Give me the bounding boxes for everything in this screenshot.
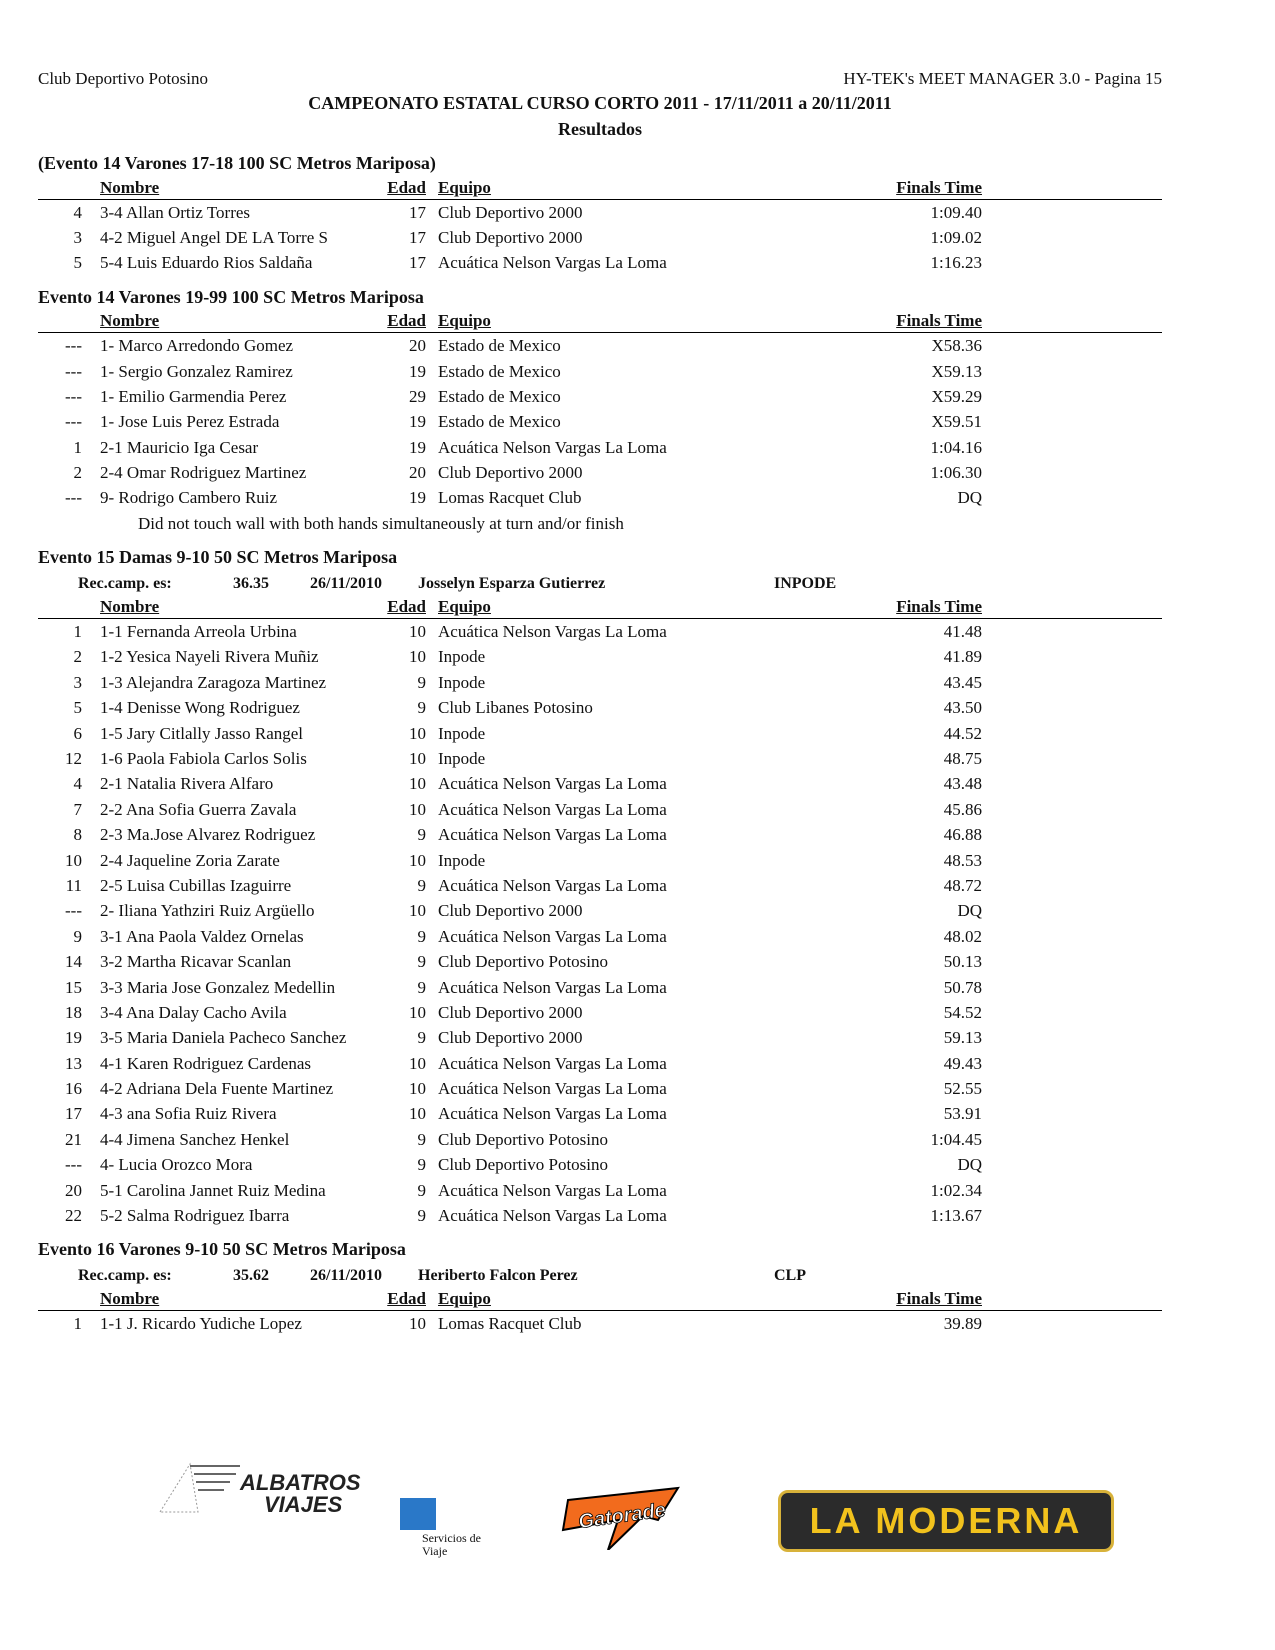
result-time: 1:04.16 bbox=[930, 437, 982, 457]
result-place: 1 bbox=[73, 1314, 82, 1334]
result-place: 16 bbox=[65, 1079, 82, 1099]
results-subtitle: Resultados bbox=[557, 118, 642, 139]
result-team: Club Deportivo Potosino bbox=[438, 1129, 609, 1149]
result-row bbox=[38, 644, 1162, 669]
result-name: 3-4 Ana Dalay Cacho Avila bbox=[100, 1002, 287, 1022]
result-age: 19 bbox=[409, 361, 426, 381]
record-date: 26/11/2010 bbox=[310, 574, 383, 592]
result-team: Estado de Mexico bbox=[438, 336, 561, 356]
gatorade-bolt-icon bbox=[548, 1480, 698, 1550]
column-name: Nombre bbox=[100, 1289, 160, 1309]
result-time: 41.48 bbox=[943, 622, 982, 642]
result-team: Acuática Nelson Vargas La Loma bbox=[438, 1079, 667, 1099]
software-page-info: HY-TEK's MEET MANAGER 3.0 - Pagina 15 bbox=[843, 69, 1162, 88]
result-name: 5-4 Luis Eduardo Rios Saldaña bbox=[100, 253, 313, 273]
result-team: Acuática Nelson Vargas La Loma bbox=[438, 875, 667, 895]
result-name: 1-2 Yesica Nayeli Rivera Muñiz bbox=[100, 647, 319, 667]
column-name: Nombre bbox=[100, 311, 160, 331]
result-time: 1:13.67 bbox=[930, 1206, 982, 1226]
result-row bbox=[38, 619, 1162, 644]
result-time: 46.88 bbox=[943, 825, 982, 845]
result-time: 1:06.30 bbox=[930, 463, 982, 483]
result-place: --- bbox=[65, 361, 82, 381]
result-row bbox=[38, 250, 1162, 275]
result-name: 3-5 Maria Daniela Pacheco Sanchez bbox=[100, 1028, 347, 1048]
column-header bbox=[38, 177, 1162, 200]
result-age: 29 bbox=[409, 386, 426, 406]
record-line bbox=[38, 1263, 1162, 1288]
result-row bbox=[38, 409, 1162, 434]
sponsor-logos bbox=[0, 1460, 1275, 1580]
event-title: Evento 14 Varones 19-99 100 SC Metros Mariposa bbox=[38, 286, 424, 307]
result-age: 19 bbox=[409, 437, 426, 457]
result-row bbox=[38, 924, 1162, 949]
result-row bbox=[38, 975, 1162, 1000]
result-age: 9 bbox=[417, 1206, 426, 1226]
result-name: 1-5 Jary Citlally Jasso Rangel bbox=[100, 723, 304, 743]
result-name: 4-4 Jimena Sanchez Henkel bbox=[100, 1129, 290, 1149]
result-team: Acuática Nelson Vargas La Loma bbox=[438, 774, 667, 794]
result-row bbox=[38, 1076, 1162, 1101]
result-age: 10 bbox=[409, 774, 426, 794]
result-row bbox=[38, 670, 1162, 695]
dq-note: Did not touch wall with both hands simultaneously at turn and/or finish bbox=[138, 513, 624, 533]
column-age: Edad bbox=[387, 1289, 426, 1309]
column-team: Equipo bbox=[438, 311, 491, 331]
result-time: 59.13 bbox=[943, 1028, 982, 1048]
result-age: 10 bbox=[409, 799, 426, 819]
column-age: Edad bbox=[387, 311, 426, 331]
result-row bbox=[38, 1127, 1162, 1152]
result-time: 1:09.40 bbox=[930, 202, 982, 222]
result-team: Acuática Nelson Vargas La Loma bbox=[438, 622, 667, 642]
result-place: 20 bbox=[65, 1180, 82, 1200]
record-time: 35.62 bbox=[233, 1266, 269, 1284]
amex-services-text: Servicios de Viaje bbox=[422, 1531, 481, 1558]
result-row bbox=[38, 898, 1162, 923]
result-time: 1:09.02 bbox=[930, 227, 982, 247]
result-name: 3-1 Ana Paola Valdez Ornelas bbox=[100, 926, 304, 946]
result-place: --- bbox=[65, 488, 82, 508]
result-row bbox=[38, 949, 1162, 974]
result-place: 4 bbox=[73, 202, 82, 222]
result-row bbox=[38, 333, 1162, 358]
result-name: 3-3 Maria Jose Gonzalez Medellin bbox=[100, 977, 336, 997]
la-moderna-logo: LA MODERNA bbox=[778, 1490, 1114, 1552]
result-name: 1-3 Alejandra Zaragoza Martinez bbox=[100, 672, 327, 692]
result-age: 10 bbox=[409, 723, 426, 743]
result-time: 50.78 bbox=[943, 977, 982, 997]
result-age: 9 bbox=[417, 952, 426, 972]
gatorade-logo bbox=[548, 1480, 698, 1540]
record-team: CLP bbox=[774, 1266, 806, 1284]
result-time: X59.13 bbox=[931, 361, 982, 381]
event-section bbox=[38, 285, 1162, 537]
result-place: 5 bbox=[73, 698, 82, 718]
result-name: 2- Iliana Yathziri Ruiz Argüello bbox=[100, 901, 315, 921]
result-age: 19 bbox=[409, 412, 426, 432]
events-list bbox=[38, 151, 1162, 1336]
record-name: Josselyn Esparza Gutierrez bbox=[418, 574, 606, 592]
column-name: Nombre bbox=[100, 597, 160, 617]
result-time: 50.13 bbox=[943, 952, 982, 972]
result-place: 12 bbox=[65, 748, 82, 768]
result-name: 2-3 Ma.Jose Alvarez Rodriguez bbox=[100, 825, 316, 845]
result-time: 44.52 bbox=[943, 723, 982, 743]
result-team: Acuática Nelson Vargas La Loma bbox=[438, 825, 667, 845]
result-place: 6 bbox=[73, 723, 82, 743]
result-place: 1 bbox=[73, 437, 82, 457]
result-row bbox=[38, 460, 1162, 485]
club-name: Club Deportivo Potosino bbox=[38, 69, 209, 88]
result-row bbox=[38, 1025, 1162, 1050]
result-row bbox=[38, 384, 1162, 409]
event-section bbox=[38, 1237, 1162, 1336]
result-team: Club Deportivo 2000 bbox=[438, 1002, 583, 1022]
result-name: 2-2 Ana Sofia Guerra Zavala bbox=[100, 799, 297, 819]
result-age: 19 bbox=[409, 488, 426, 508]
result-place: --- bbox=[65, 412, 82, 432]
result-name: 5-2 Salma Rodriguez Ibarra bbox=[100, 1206, 290, 1226]
record-time: 36.35 bbox=[233, 574, 269, 592]
result-name: 1-6 Paola Fabiola Carlos Solis bbox=[100, 748, 307, 768]
result-team: Club Libanes Potosino bbox=[438, 698, 593, 718]
column-time: Finals Time bbox=[896, 311, 982, 331]
result-place: 4 bbox=[73, 774, 82, 794]
result-time: DQ bbox=[957, 901, 982, 921]
result-age: 17 bbox=[409, 227, 426, 247]
column-header bbox=[38, 596, 1162, 619]
column-header bbox=[38, 1288, 1162, 1311]
event-section bbox=[38, 151, 1162, 276]
result-place: 2 bbox=[73, 463, 82, 483]
result-age: 10 bbox=[409, 647, 426, 667]
result-time: 1:16.23 bbox=[930, 253, 982, 273]
result-team: Club Deportivo 2000 bbox=[438, 202, 583, 222]
result-age: 10 bbox=[409, 850, 426, 870]
result-age: 9 bbox=[417, 1180, 426, 1200]
result-team: Inpode bbox=[438, 748, 486, 768]
result-time: DQ bbox=[957, 488, 982, 508]
result-row bbox=[38, 1178, 1162, 1203]
result-name: 1- Sergio Gonzalez Ramirez bbox=[100, 361, 293, 381]
column-team: Equipo bbox=[438, 1289, 491, 1309]
result-time: 49.43 bbox=[943, 1053, 982, 1073]
result-row bbox=[38, 1000, 1162, 1025]
result-team: Acuática Nelson Vargas La Loma bbox=[438, 253, 667, 273]
result-row bbox=[38, 485, 1162, 510]
result-place: --- bbox=[65, 1155, 82, 1175]
result-name: 4- Lucia Orozco Mora bbox=[100, 1155, 253, 1175]
result-row bbox=[38, 746, 1162, 771]
result-time: 48.75 bbox=[943, 748, 982, 768]
column-team: Equipo bbox=[438, 177, 491, 197]
amex-logo bbox=[400, 1498, 436, 1530]
result-place: 21 bbox=[65, 1129, 82, 1149]
result-team: Estado de Mexico bbox=[438, 386, 561, 406]
event-title: Evento 16 Varones 9-10 50 SC Metros Mariposa bbox=[38, 1239, 406, 1260]
column-age: Edad bbox=[387, 597, 426, 617]
result-age: 20 bbox=[409, 463, 426, 483]
result-time: X59.51 bbox=[931, 412, 982, 432]
result-name: 9- Rodrigo Cambero Ruiz bbox=[100, 488, 278, 508]
result-team: Inpode bbox=[438, 647, 486, 667]
record-team: INPODE bbox=[774, 574, 837, 592]
result-time: 43.48 bbox=[943, 774, 982, 794]
result-name: 1- Jose Luis Perez Estrada bbox=[100, 412, 280, 432]
column-time: Finals Time bbox=[896, 597, 982, 617]
result-age: 10 bbox=[409, 1079, 426, 1099]
result-row bbox=[38, 1101, 1162, 1126]
result-place: 1 bbox=[73, 622, 82, 642]
result-row bbox=[38, 797, 1162, 822]
albatros-triangle-icon bbox=[150, 1460, 240, 1515]
result-name: 2-5 Luisa Cubillas Izaguirre bbox=[100, 875, 292, 895]
result-row bbox=[38, 200, 1162, 225]
albatros-viajes-logo: ALBATROS VIAJES bbox=[150, 1460, 400, 1520]
event-section bbox=[38, 545, 1162, 1228]
record-line bbox=[38, 571, 1162, 596]
result-team: Acuática Nelson Vargas La Loma bbox=[438, 799, 667, 819]
result-age: 9 bbox=[417, 698, 426, 718]
result-time: 45.86 bbox=[943, 799, 982, 819]
result-row bbox=[38, 848, 1162, 873]
record-label: Rec.camp. es: bbox=[78, 1266, 172, 1284]
result-time: 39.89 bbox=[943, 1314, 982, 1334]
result-time: 48.72 bbox=[943, 875, 982, 895]
result-age: 20 bbox=[409, 336, 426, 356]
result-time: 1:02.34 bbox=[930, 1180, 982, 1200]
result-place: 3 bbox=[73, 672, 82, 692]
result-name: 3-4 Allan Ortiz Torres bbox=[100, 202, 251, 222]
record-name: Heriberto Falcon Perez bbox=[418, 1266, 578, 1284]
result-team: Estado de Mexico bbox=[438, 412, 561, 432]
result-row bbox=[38, 435, 1162, 460]
result-age: 17 bbox=[409, 253, 426, 273]
meet-title: CAMPEONATO ESTATAL CURSO CORTO 2011 - 17/11/2011 a 20/11/2011 bbox=[308, 93, 892, 114]
result-name: 2-4 Omar Rodriguez Martinez bbox=[100, 463, 307, 483]
result-name: 1- Marco Arredondo Gomez bbox=[100, 336, 294, 356]
result-place: 17 bbox=[65, 1104, 82, 1124]
result-age: 10 bbox=[409, 1002, 426, 1022]
result-time: X59.29 bbox=[931, 386, 982, 406]
svg-text:Gatorade: Gatorade bbox=[577, 1499, 668, 1534]
result-team: Club Deportivo Potosino bbox=[438, 952, 609, 972]
result-place: 10 bbox=[65, 850, 82, 870]
result-age: 9 bbox=[417, 672, 426, 692]
record-date: 26/11/2010 bbox=[310, 1266, 383, 1284]
result-team: Acuática Nelson Vargas La Loma bbox=[438, 1053, 667, 1073]
result-team: Club Deportivo Potosino bbox=[438, 1155, 609, 1175]
result-team: Estado de Mexico bbox=[438, 361, 561, 381]
column-age: Edad bbox=[387, 177, 426, 197]
result-age: 10 bbox=[409, 1104, 426, 1124]
result-place: 8 bbox=[73, 825, 82, 845]
result-place: --- bbox=[65, 901, 82, 921]
result-name: 1-1 J. Ricardo Yudiche Lopez bbox=[100, 1314, 302, 1334]
result-team: Acuática Nelson Vargas La Loma bbox=[438, 1180, 667, 1200]
result-time: X58.36 bbox=[931, 336, 982, 356]
result-name: 1-4 Denisse Wong Rodriguez bbox=[100, 698, 300, 718]
result-row bbox=[38, 359, 1162, 384]
result-name: 1-1 Fernanda Arreola Urbina bbox=[100, 622, 297, 642]
result-time: 43.50 bbox=[943, 698, 982, 718]
result-row bbox=[38, 1203, 1162, 1228]
result-age: 9 bbox=[417, 926, 426, 946]
result-age: 17 bbox=[409, 202, 426, 222]
result-row bbox=[38, 1152, 1162, 1177]
result-time: 43.45 bbox=[943, 672, 982, 692]
result-age: 10 bbox=[409, 1314, 426, 1334]
result-age: 9 bbox=[417, 825, 426, 845]
event-title: Evento 15 Damas 9-10 50 SC Metros Mariposa bbox=[38, 547, 398, 568]
result-place: 7 bbox=[73, 799, 82, 819]
result-row bbox=[38, 225, 1162, 250]
result-place: 14 bbox=[65, 952, 82, 972]
result-row bbox=[38, 695, 1162, 720]
result-team: Acuática Nelson Vargas La Loma bbox=[438, 437, 667, 457]
result-name: 3-2 Martha Ricavar Scanlan bbox=[100, 952, 292, 972]
result-row bbox=[38, 1311, 1162, 1336]
result-row bbox=[38, 721, 1162, 746]
result-time: 48.02 bbox=[943, 926, 982, 946]
result-place: 3 bbox=[73, 227, 82, 247]
result-time: 52.55 bbox=[943, 1079, 982, 1099]
result-row bbox=[38, 771, 1162, 796]
column-header bbox=[38, 310, 1162, 333]
result-team: Acuática Nelson Vargas La Loma bbox=[438, 926, 667, 946]
result-place: 22 bbox=[65, 1206, 82, 1226]
result-name: 4-1 Karen Rodriguez Cardenas bbox=[100, 1053, 312, 1073]
result-age: 10 bbox=[409, 748, 426, 768]
result-team: Club Deportivo 2000 bbox=[438, 901, 583, 921]
results-document bbox=[38, 66, 1162, 1337]
result-age: 10 bbox=[409, 901, 426, 921]
result-place: 9 bbox=[73, 926, 82, 946]
result-age: 9 bbox=[417, 1155, 426, 1175]
result-name: 4-2 Adriana Dela Fuente Martinez bbox=[100, 1079, 334, 1099]
result-team: Lomas Racquet Club bbox=[438, 488, 582, 508]
result-place: --- bbox=[65, 336, 82, 356]
result-time: 48.53 bbox=[943, 850, 982, 870]
result-team: Club Deportivo 2000 bbox=[438, 227, 583, 247]
result-team: Inpode bbox=[438, 672, 486, 692]
result-place: --- bbox=[65, 386, 82, 406]
result-name: 4-2 Miguel Angel DE LA Torre S bbox=[100, 227, 328, 247]
result-team: Club Deportivo 2000 bbox=[438, 1028, 583, 1048]
result-row bbox=[38, 1051, 1162, 1076]
event-title: (Evento 14 Varones 17-18 100 SC Metros Mariposa) bbox=[38, 153, 436, 174]
result-row bbox=[38, 822, 1162, 847]
page-header bbox=[38, 66, 1162, 91]
result-time: 54.52 bbox=[943, 1002, 982, 1022]
result-place: 2 bbox=[73, 647, 82, 667]
column-name: Nombre bbox=[100, 177, 160, 197]
result-team: Acuática Nelson Vargas La Loma bbox=[438, 1206, 667, 1226]
result-place: 11 bbox=[65, 875, 82, 895]
result-name: 1- Emilio Garmendia Perez bbox=[100, 386, 287, 406]
result-name: 5-1 Carolina Jannet Ruiz Medina bbox=[100, 1180, 326, 1200]
result-age: 9 bbox=[417, 1129, 426, 1149]
result-place: 13 bbox=[65, 1053, 82, 1073]
result-name: 2-1 Natalia Rivera Alfaro bbox=[100, 774, 274, 794]
result-time: 53.91 bbox=[943, 1104, 982, 1124]
result-place: 18 bbox=[65, 1002, 82, 1022]
result-place: 19 bbox=[65, 1028, 82, 1048]
result-time: 41.89 bbox=[943, 647, 982, 667]
result-team: Lomas Racquet Club bbox=[438, 1314, 582, 1334]
result-age: 9 bbox=[417, 1028, 426, 1048]
result-place: 5 bbox=[73, 253, 82, 273]
result-time: DQ bbox=[957, 1155, 982, 1175]
result-team: Inpode bbox=[438, 723, 486, 743]
result-row bbox=[38, 873, 1162, 898]
result-time: 1:04.45 bbox=[930, 1129, 982, 1149]
result-place: 15 bbox=[65, 977, 82, 997]
result-name: 2-1 Mauricio Iga Cesar bbox=[100, 437, 259, 457]
result-team: Club Deportivo 2000 bbox=[438, 463, 583, 483]
record-label: Rec.camp. es: bbox=[78, 574, 172, 592]
result-team: Acuática Nelson Vargas La Loma bbox=[438, 977, 667, 997]
result-age: 9 bbox=[417, 977, 426, 997]
column-time: Finals Time bbox=[896, 1289, 982, 1309]
result-team: Inpode bbox=[438, 850, 486, 870]
result-age: 10 bbox=[409, 622, 426, 642]
result-age: 9 bbox=[417, 875, 426, 895]
column-team: Equipo bbox=[438, 597, 491, 617]
result-age: 10 bbox=[409, 1053, 426, 1073]
result-name: 2-4 Jaqueline Zoria Zarate bbox=[100, 850, 280, 870]
column-time: Finals Time bbox=[896, 177, 982, 197]
result-name: 4-3 ana Sofia Ruiz Rivera bbox=[100, 1104, 277, 1124]
result-team: Acuática Nelson Vargas La Loma bbox=[438, 1104, 667, 1124]
